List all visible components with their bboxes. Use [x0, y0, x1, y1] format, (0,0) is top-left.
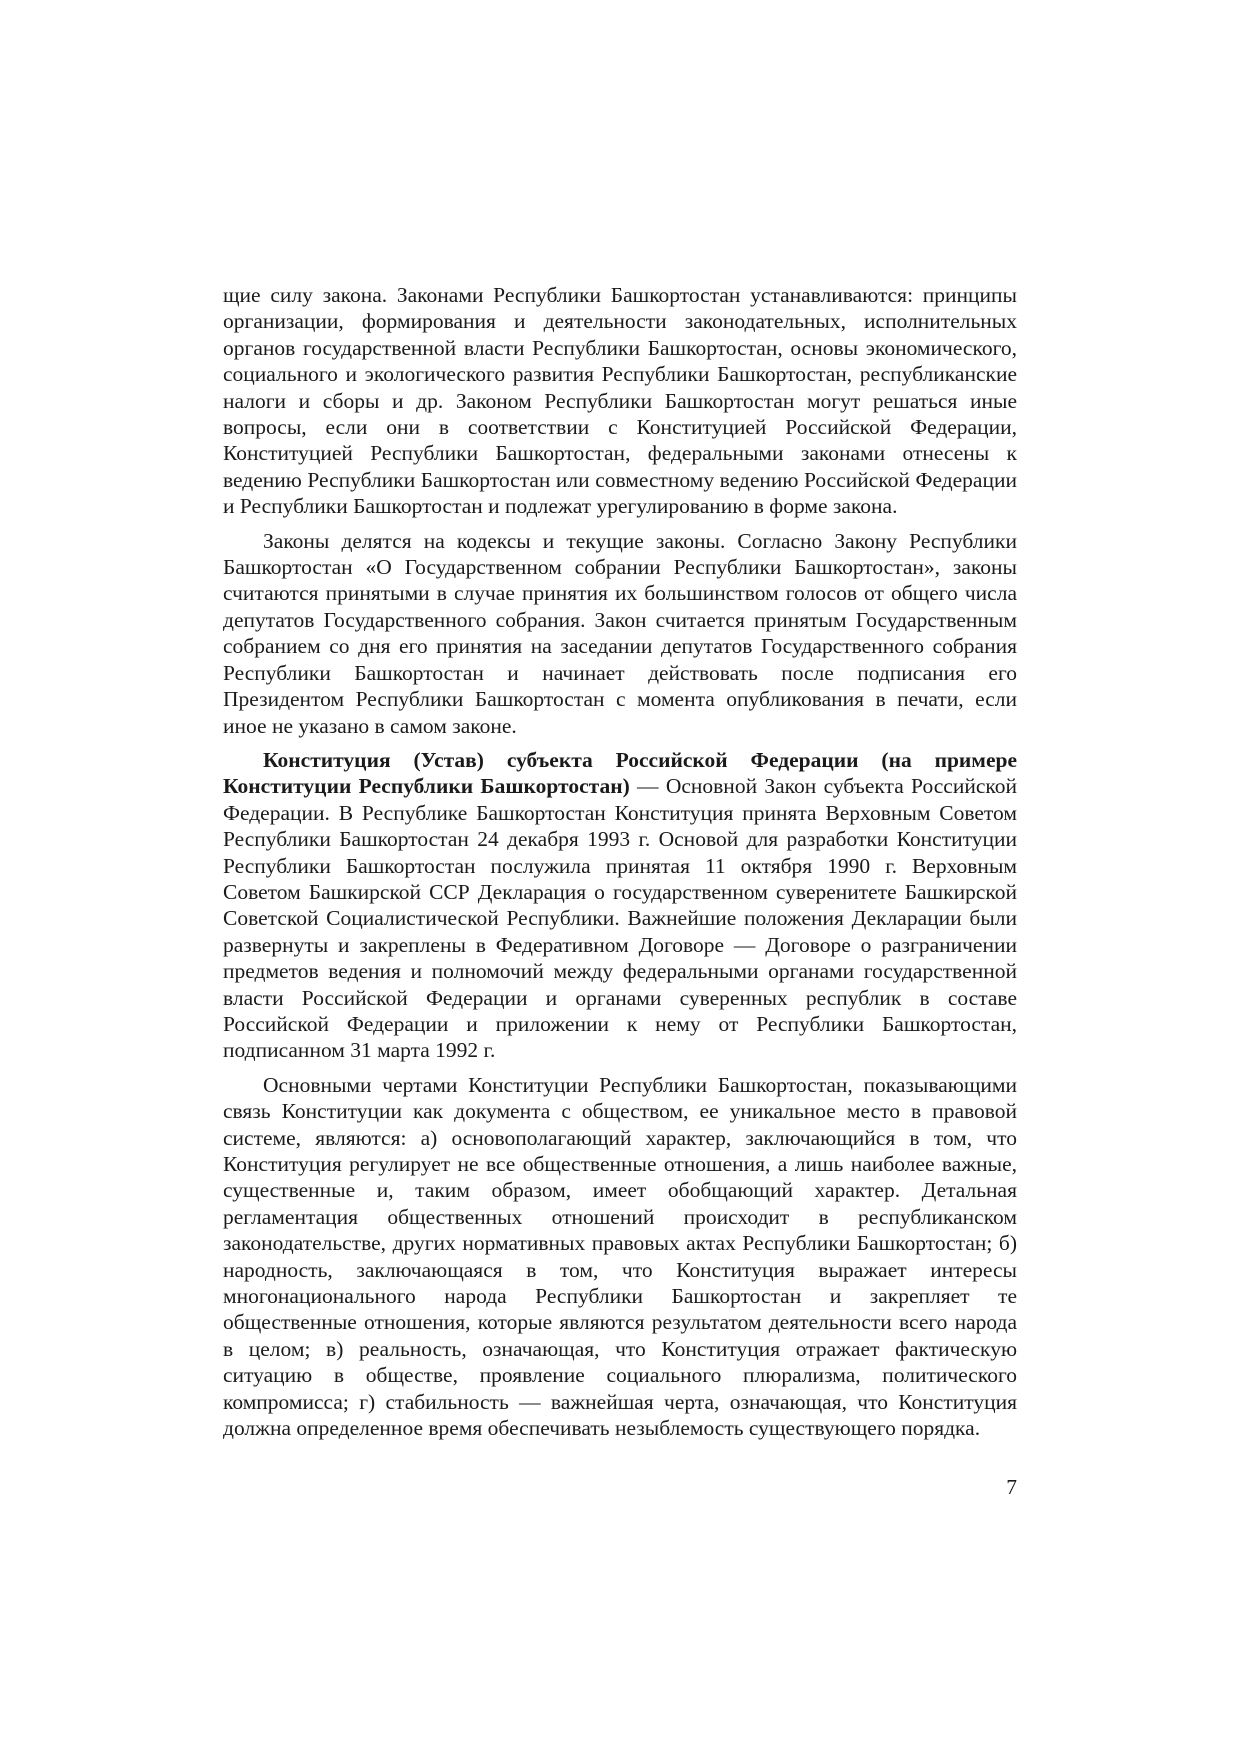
term-heading: Конституция (Устав) субъекта Российской Федерации (на примере Конституции Республики Башкортостан): [223, 747, 1017, 799]
paragraph-constitution-features: Основными чертами Конституции Республики Башкортостан, показывающими связь Конституции как документа с обществом, ее уникальное место в правовой системе, являются: а) основополагающий характер, заключающийся в том, что Конституция регулирует не все общественные отношения, а лишь наиболее важные, существенные и, таким образом, имеет обобщающий характер. Детальная регламентация общественных отношений происходит в республиканском законодательстве, других нормативных правовых актах Республики Башкортостан; б) народность, заключающаяся в том, что Конституция выражает интересы многонационального народа Республики Башкортостан и закрепляет те общественные отношения, которые являются результатом деятельности всего народа в целом; в) реальность, означающая, что Конституция отражает фактическую ситуацию в обществе, проявление социального плюрализма, политического компромисса; г) стабильность — важнейшая черта, означающая, что Конституция должна определенное время обеспечивать незыблемость существующего порядка.: [223, 1072, 1017, 1441]
paragraph-constitution-definition: [223, 747, 1017, 1064]
page-number: 7: [1006, 1475, 1017, 1499]
paragraph-continuation: щие силу закона. Законами Республики Башкортостан устанавливаются: принципы организации, формирования и деятельности законодательных, исполнительных органов государственной власти Республики Башкортостан, основы экономического, социального и экологического развития Республики Башкортостан, республиканские налоги и сборы и др. Законом Республики Башкортостан могут решаться иные вопросы, если они в соответствии с Конституцией Российской Федерации, Конституцией Республики Башкортостан, федеральными законами отнесены к ведению Республики Башкортостан или совместному ведению Российской Федерации и Республики Башкортостан и подлежат урегулированию в форме закона.: [223, 283, 1017, 519]
paragraph-laws-types: Законы делятся на кодексы и текущие законы. Согласно Закону Республики Башкортостан «О Государственном собрании Республики Башкортостан», законы считаются принятыми в случае принятия их большинством голосов от общего числа депутатов Государственного собрания. Закон считается принятым Государственным собранием со дня его принятия на заседании депутатов Государственного собрания Республики Башкортостан и начинает действовать после подписания его Президентом Республики Башкортостан с момента опубликования в печати, если иное не указано в самом законе.: [223, 528, 1017, 738]
body-text: [223, 282, 1017, 1449]
term-definition: — Основной Закон субъекта Российской Федерации. В Республике Башкортостан Конституция принята Верховным Советом Республики Башкортостан 24 декабря 1993 г. Основой для разработки Конституции Республики Башкортостан послужила принятая 11 октября 1990 г. Верховным Советом Башкирской ССР Декларация о государственном суверенитете Башкирской Советской Социалистической Республики. Важнейшие положения Декларации были развернуты и закреплены в Федеративном Договоре — Договоре о разграничении предметов ведения и полномочий между федеральными органами государственной власти Российской Федерации и органами суверенных республик в составе Российской Федерации и приложении к нему от Республики Башкортостан, подписанном 31 марта 1992 г.: [223, 774, 1017, 1063]
